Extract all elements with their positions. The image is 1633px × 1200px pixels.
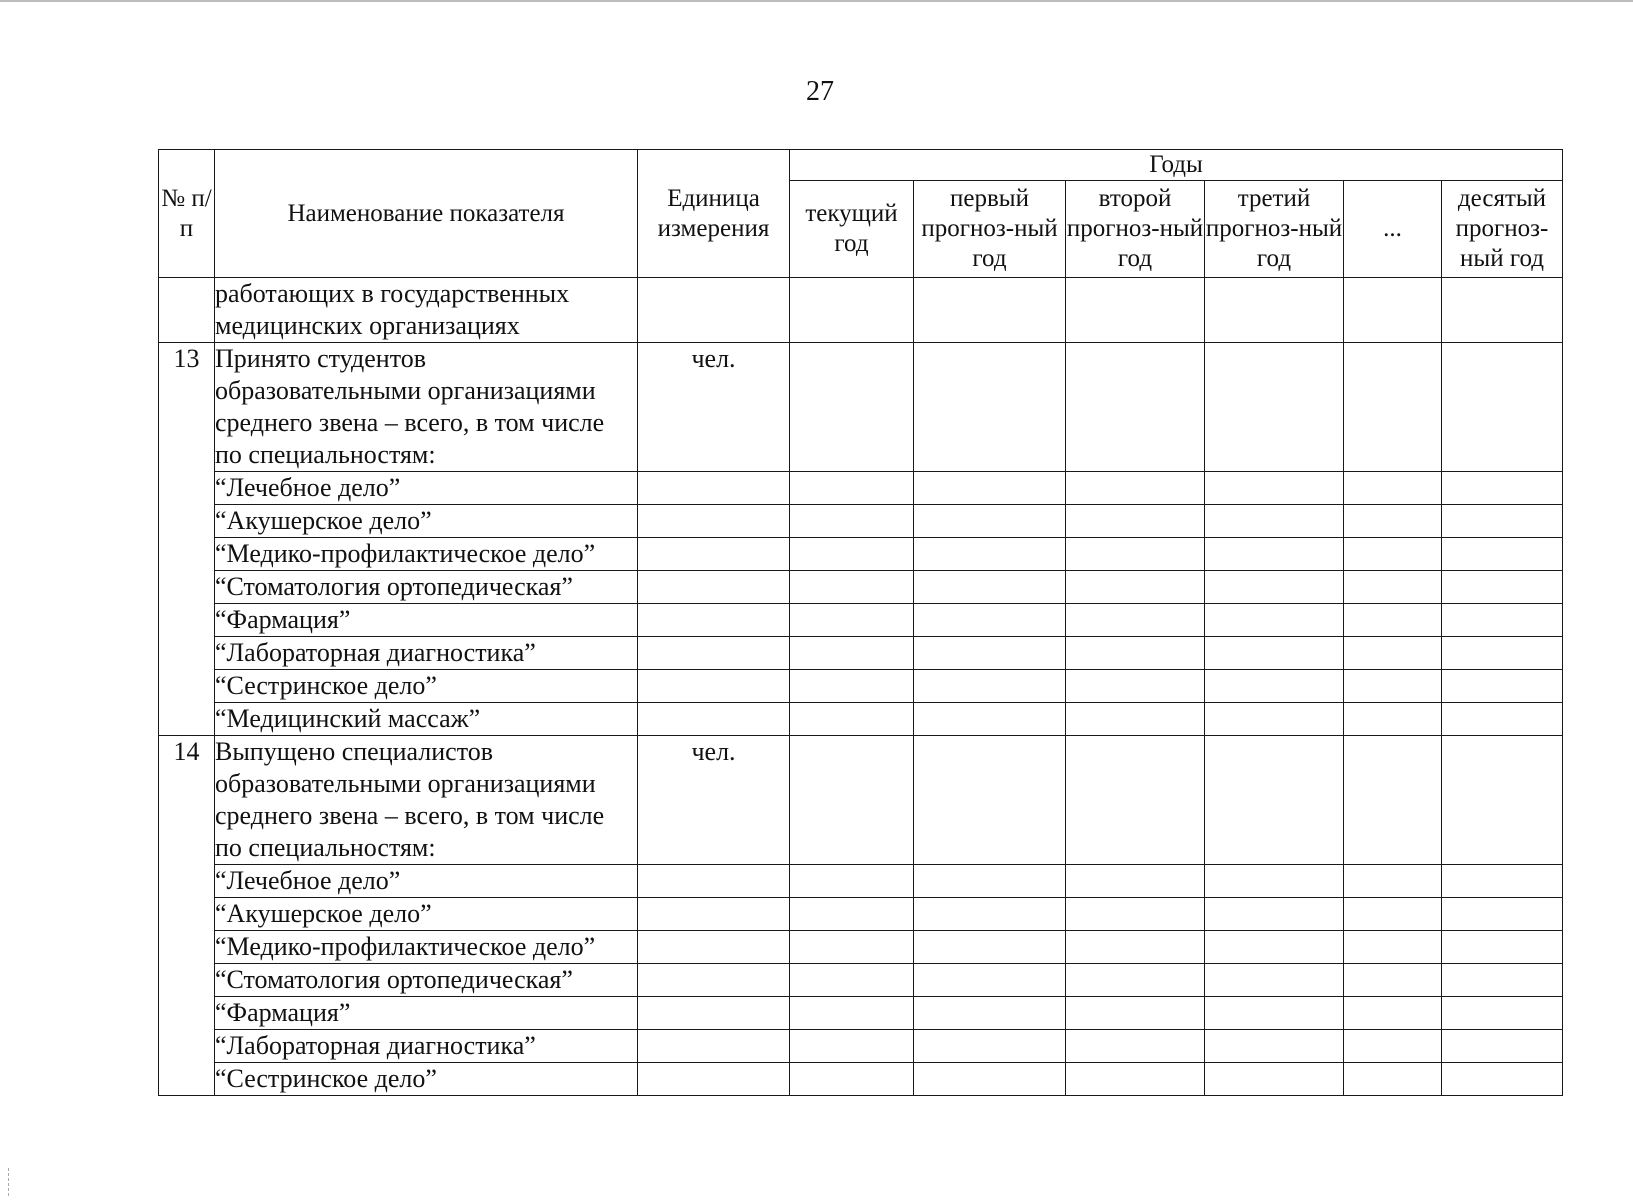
row-13-main <box>159 343 1563 472</box>
specialty-name: “Лечебное дело” <box>215 472 638 505</box>
header-year-ellipsis: ... <box>1344 181 1442 278</box>
specialty-name: “Акушерское дело” <box>215 898 638 931</box>
header-name: Наименование показателя <box>215 150 638 278</box>
specialty-name: “Медико-профилактическое дело” <box>215 931 638 964</box>
specialty-name: “Сестринское дело” <box>215 1063 638 1096</box>
row-14-name: Выпущено специалистов образовательными организациями среднего звена – всего, в том числе по специальностям: <box>215 736 638 865</box>
specialty-name: “Стоматология ортопедическая” <box>215 964 638 997</box>
specialty-name: “Сестринское дело” <box>215 670 638 703</box>
page-number: 27 <box>806 76 834 107</box>
continuation-row <box>159 278 1563 343</box>
header-year-tenth: десятый прогноз-ный год <box>1442 181 1563 278</box>
header-unit: Единица измерения <box>638 150 790 278</box>
row-13-specialty <box>159 472 1563 505</box>
row-14-num: 14 <box>159 736 215 1096</box>
row-14-specialty <box>159 964 1563 997</box>
row-14-specialty <box>159 898 1563 931</box>
row-13-specialty <box>159 703 1563 736</box>
row-14-main <box>159 736 1563 865</box>
row-14-specialty <box>159 931 1563 964</box>
row-14-unit: чел. <box>638 736 790 865</box>
specialty-name: “Акушерское дело” <box>215 505 638 538</box>
row-13-specialty <box>159 637 1563 670</box>
specialty-name: “Медицинский массаж” <box>215 703 638 736</box>
row-13-unit: чел. <box>638 343 790 472</box>
cell-num <box>159 278 215 343</box>
header-num: № п/п <box>159 150 215 278</box>
scan-margin-marks <box>8 1168 11 1196</box>
header-row-1 <box>159 150 1563 181</box>
indicators-table <box>158 149 1563 1096</box>
specialty-name: “Стоматология ортопедическая” <box>215 571 638 604</box>
header-years-group: Годы <box>790 150 1563 181</box>
row-13-specialty <box>159 571 1563 604</box>
header-year-current: текущий год <box>790 181 914 278</box>
row-13-name: Принято студентов образовательными организациями среднего звена – всего, в том числе по специальностям: <box>215 343 638 472</box>
specialty-name: “Медико-профилактическое дело” <box>215 538 638 571</box>
scan-edge-line <box>0 0 1633 2</box>
row-14-specialty <box>159 865 1563 898</box>
header-year-third: третий прогноз-ный год <box>1205 181 1344 278</box>
specialty-name: “Лечебное дело” <box>215 865 638 898</box>
row-14-specialty <box>159 1063 1563 1096</box>
specialty-name: “Фармация” <box>215 997 638 1030</box>
header-year-second: второй прогноз-ный год <box>1066 181 1205 278</box>
row-13-specialty <box>159 604 1563 637</box>
row-14-specialty <box>159 997 1563 1030</box>
row-13-num: 13 <box>159 343 215 736</box>
specialty-name: “Лабораторная диагностика” <box>215 637 638 670</box>
row-13-specialty <box>159 670 1563 703</box>
header-year-first: первый прогноз-ный год <box>914 181 1066 278</box>
continuation-name: работающих в государственных медицинских организациях <box>215 278 638 343</box>
row-13-specialty <box>159 538 1563 571</box>
specialty-name: “Лабораторная диагностика” <box>215 1030 638 1063</box>
specialty-name: “Фармация” <box>215 604 638 637</box>
row-14-specialty <box>159 1030 1563 1063</box>
row-13-specialty <box>159 505 1563 538</box>
